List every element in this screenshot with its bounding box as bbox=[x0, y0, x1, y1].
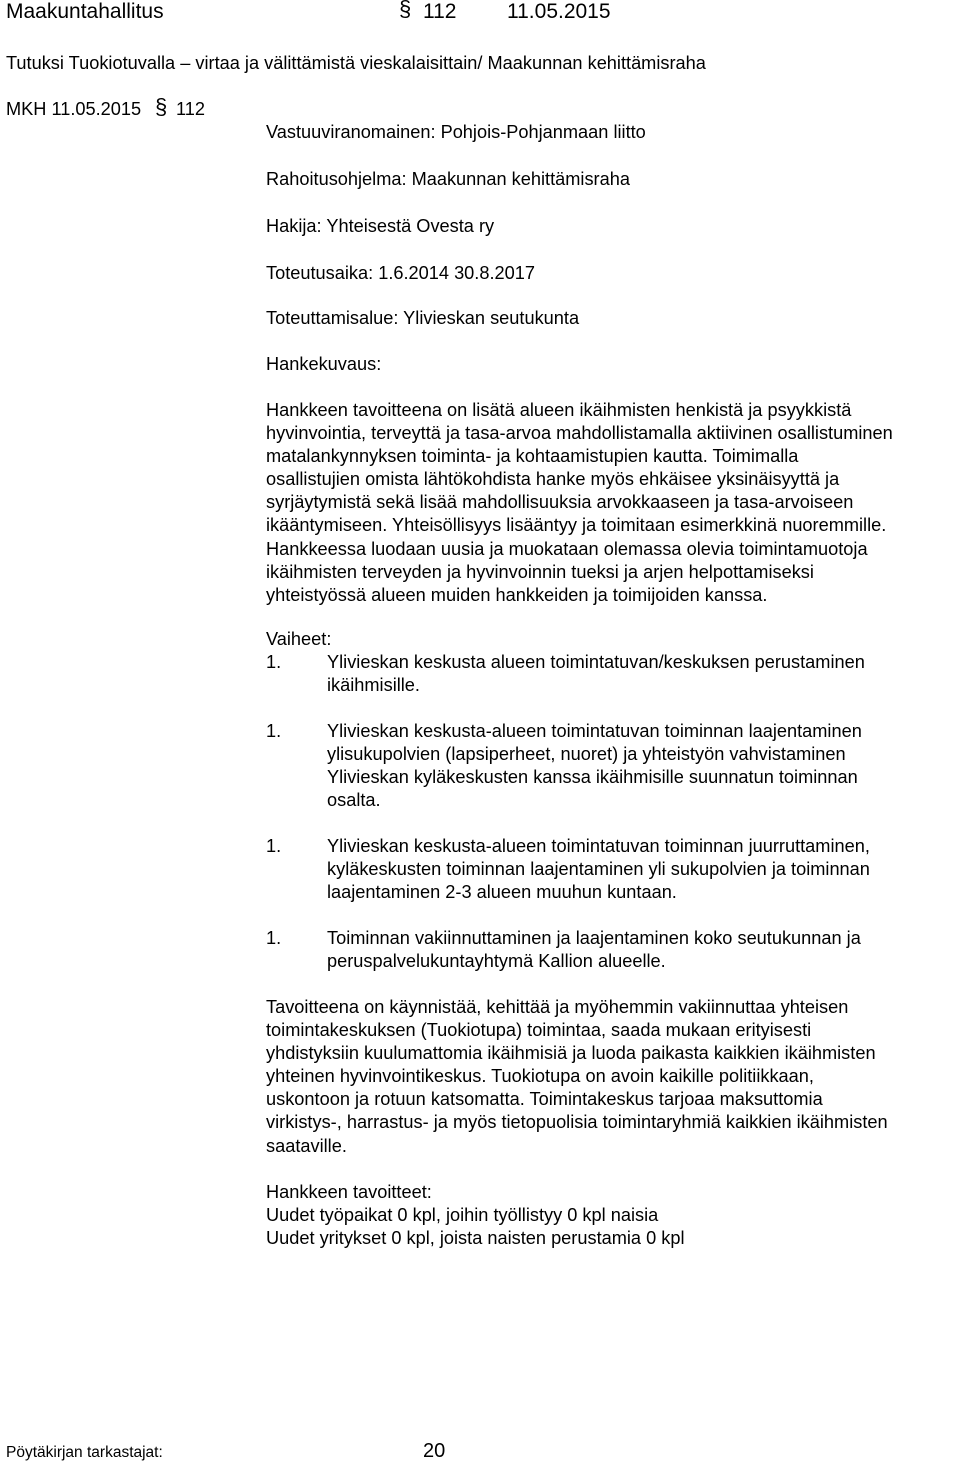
description-label: Hankekuvaus: bbox=[266, 354, 382, 374]
phase-number: 1. bbox=[266, 652, 282, 672]
paragraph-line: hyvinvointia, terveyttä ja tasa-arvoa mahdollistamalla aktiivinen osallistuminen bbox=[266, 423, 893, 444]
paragraph-line: Tavoitteena on käynnistää, kehittää ja myöhemmin vakiinnuttaa yhteisen bbox=[266, 997, 849, 1017]
phase-item bbox=[327, 835, 870, 904]
applicant: Hakija: Yhteisestä Ovesta ry bbox=[266, 216, 495, 236]
implementation-area: Toteuttamisalue: Ylivieskan seutukunta bbox=[266, 308, 580, 328]
paragraph-line: saataville. bbox=[266, 1135, 347, 1156]
paragraph-line: ikäihmisten terveyden ja hyvinvoinnin tueksi ja arjen helpottamiseksi bbox=[266, 561, 814, 582]
paragraph-line: Hankkeessa luodaan uusia ja muokataan olemassa olevia toimintamuotoja bbox=[266, 538, 868, 559]
phase-item bbox=[327, 927, 861, 973]
targets-label: Hankkeen tavoitteet: bbox=[266, 1182, 432, 1202]
phase-line: Ylivieskan keskusta alueen toimintatuvan/keskuksen perustaminen bbox=[327, 652, 865, 672]
paragraph-line: ikääntymiseen. Yhteisöllisyys lisääntyy ja toimitaan esimerkkinä nuoremmille. bbox=[266, 515, 887, 536]
target-line: Uudet yritykset 0 kpl, joista naisten perustamia 0 kpl bbox=[266, 1228, 685, 1249]
page-number: 20 bbox=[423, 1440, 446, 1462]
funding-programme: Rahoitusohjelma: Maakunnan kehittämisraha bbox=[266, 169, 630, 189]
reference-number: 112 bbox=[176, 99, 205, 119]
paragraph-line: virkistys-, harrastus- ja myös tietopuolisia toimintaryhmiä kaikkien ikäihmisten bbox=[266, 1112, 888, 1133]
phase-line: Ylivieskan kyläkeskusten kanssa ikäihmisille suunnatun toiminnan bbox=[327, 767, 858, 788]
paragraph-line: syrjäytymistä sekä lisää mahdollisuuksia arvokkaaseen ja tasa-arvoiseen bbox=[266, 492, 854, 513]
phase-line: peruspalvelukuntayhtymä Kallion alueelle. bbox=[327, 951, 666, 972]
paragraph-line: uskontoon ja rotuun katsomatta. Toimintakeskus tarjoaa maksuttomia bbox=[266, 1089, 823, 1110]
phase-line: kyläkeskusten toiminnan laajentaminen yli sukupolvien ja toiminnan bbox=[327, 859, 870, 880]
phase-item bbox=[327, 720, 862, 812]
paragraph-line: matalankynnyksen toiminta- ja kohtaamistupien kautta. Toimimalla bbox=[266, 446, 799, 467]
targets-block bbox=[266, 1181, 685, 1250]
implementation-period: Toteutusaika: 1.6.2014 30.8.2017 bbox=[266, 263, 535, 283]
paragraph-line: yhteistyössä alueen muiden hankkeiden ja toimijoiden kanssa. bbox=[266, 584, 768, 605]
reference-section-icon: § bbox=[155, 94, 168, 119]
section-icon: § bbox=[399, 0, 412, 21]
phases-label: Vaiheet: bbox=[266, 629, 332, 649]
responsible-authority: Vastuuviranomainen: Pohjois-Pohjanmaan liitto bbox=[266, 122, 646, 142]
phase-line: ylisukupolvien (lapsiperheet, nuoret) ja yhteistyön vahvistaminen bbox=[327, 744, 846, 765]
description-paragraph bbox=[266, 399, 893, 607]
meeting-date: 11.05.2015 bbox=[507, 0, 611, 23]
paragraph-line: yhteinen hyvinvointikeskus. Tuokiotupa on avoin kaikille politiikkaan, bbox=[266, 1066, 814, 1087]
phase-line: Ylivieskan keskusta-alueen toimintatuvan toiminnan juurruttaminen, bbox=[327, 836, 870, 856]
phase-line: Ylivieskan keskusta-alueen toimintatuvan toiminnan laajentaminen bbox=[327, 721, 862, 741]
phase-line: Toiminnan vakiinnuttaminen ja laajentaminen koko seutukunnan ja bbox=[327, 928, 861, 948]
phase-number: 1. bbox=[266, 836, 282, 856]
subject-heading: Tutuksi Tuokiotuvalla – virtaa ja välittämistä vieskalaisittain/ Maakunnan kehittämisraha bbox=[6, 53, 706, 73]
phase-item bbox=[327, 651, 865, 697]
paragraph-line: Hankkeen tavoitteena on lisätä alueen ikäihmisten henkistä ja psyykkistä bbox=[266, 400, 852, 420]
section-number: 112 bbox=[423, 0, 457, 23]
footer-inspectors-label: Pöytäkirjan tarkastajat: bbox=[6, 1444, 163, 1461]
paragraph-line: toimintakeskuksen (Tuokiotupa) toimintaa, saada mukaan erityisesti bbox=[266, 1020, 812, 1041]
paragraph-line: yhdistyksiin kuulumattomia ikäihmisiä ja luoda paikasta kaikkien ikäihmisten bbox=[266, 1043, 876, 1064]
phase-line: laajentaminen 2-3 alueen muuhun kuntaan. bbox=[327, 882, 677, 903]
reference-text: MKH 11.05.2015 bbox=[6, 99, 142, 119]
target-line: Uudet työpaikat 0 kpl, joihin työllistyy 0 kpl naisia bbox=[266, 1205, 659, 1226]
document-title: Maakuntahallitus bbox=[6, 0, 164, 23]
phase-number: 1. bbox=[266, 928, 282, 948]
phase-number: 1. bbox=[266, 721, 282, 741]
paragraph-line: osallistujien omista lähtökohdista hanke myös ehkäisee yksinäisyyttä ja bbox=[266, 469, 840, 490]
goal-paragraph bbox=[266, 996, 888, 1158]
phase-line: osalta. bbox=[327, 790, 381, 811]
phase-line: ikäihmisille. bbox=[327, 675, 420, 696]
